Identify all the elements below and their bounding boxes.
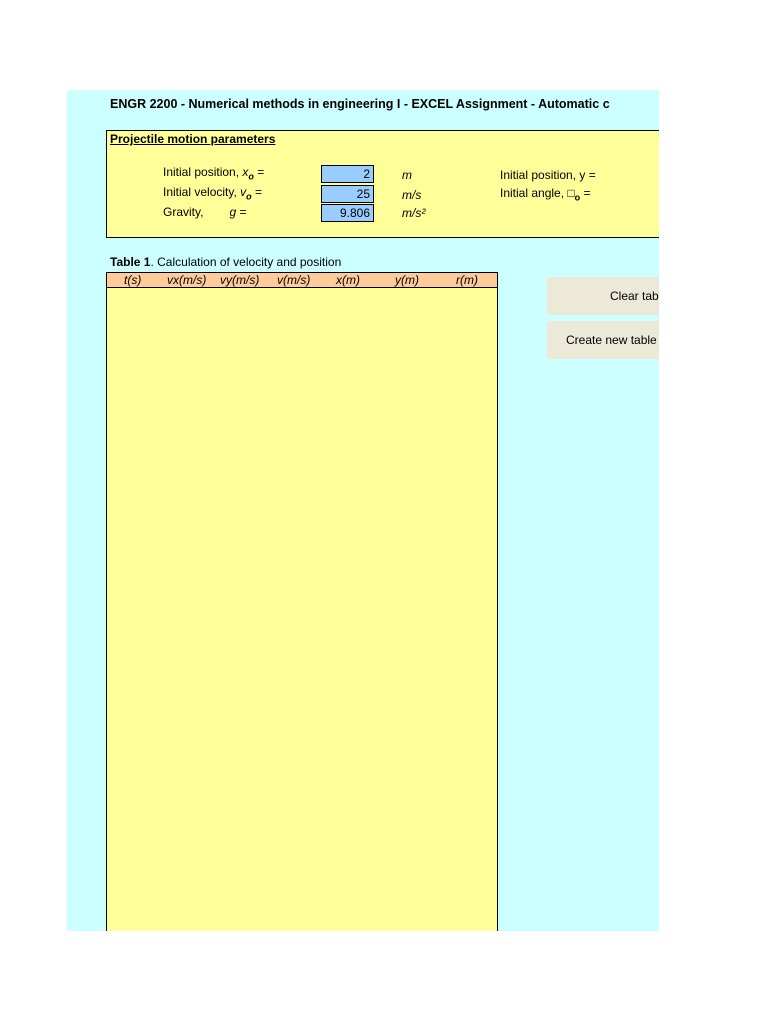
gravity-label: Gravity, g = <box>163 205 247 219</box>
column-header-r: r(m) <box>456 273 478 287</box>
column-header-t: t(s) <box>124 273 142 287</box>
parameters-heading: Projectile motion parameters <box>110 132 276 146</box>
initial-position-y-label: Initial position, y = <box>500 168 596 182</box>
column-header-vy: vy(m/s) <box>220 273 260 287</box>
worksheet <box>67 90 659 931</box>
table-caption: Table 1. Calculation of velocity and position <box>110 255 342 269</box>
initial-position-x-unit: m <box>402 168 412 182</box>
initial-velocity-input[interactable]: 25 <box>321 185 374 203</box>
initial-velocity-label: Initial velocity, $v_o$ = <box>163 185 262 202</box>
table-header-row <box>107 273 497 288</box>
gravity-unit: m/s² <box>402 206 426 220</box>
column-header-v: v(m/s) <box>277 273 311 287</box>
column-header-y: y(m) <box>395 273 419 287</box>
gravity-input[interactable]: 9.806 <box>321 204 374 222</box>
initial-velocity-unit: m/s <box>402 188 422 202</box>
initial-position-x-input[interactable]: 2 <box>321 165 374 183</box>
page-title: ENGR 2200 - Numerical methods in engineering I - EXCEL Assignment - Automatic c <box>110 97 610 111</box>
create-new-table-button[interactable]: Create new table <box>547 321 659 359</box>
column-header-x: x(m) <box>336 273 360 287</box>
results-table <box>106 272 498 931</box>
parameters-panel <box>106 130 659 238</box>
initial-position-x-label: Initial position, $x_o$ = <box>163 165 265 182</box>
column-header-vx: vx(m/s) <box>167 273 207 287</box>
initial-angle-label: Initial angle, $□_o$ = <box>500 186 591 203</box>
clear-table-button[interactable]: Clear tab <box>547 277 659 315</box>
